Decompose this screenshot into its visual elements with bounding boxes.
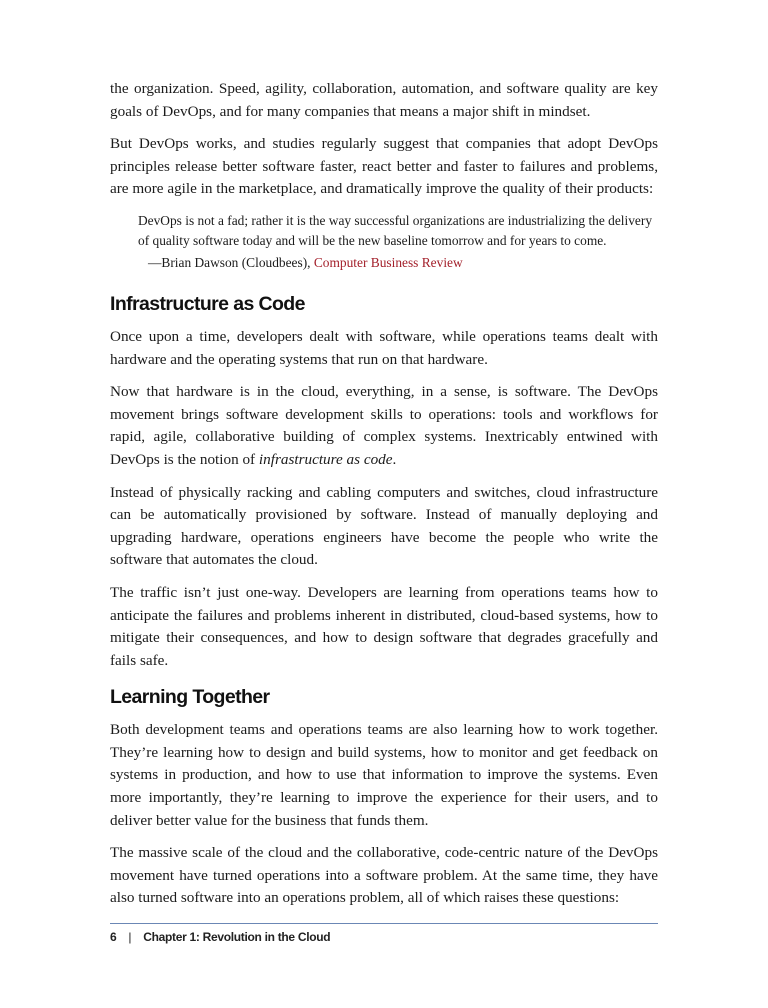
- paragraph: [110, 381, 658, 471]
- paragraph: the organization. Speed, agility, collaboration, automation, and software quality are key goals of DevOps, and for many companies that means a major shift in mindset.: [110, 80, 658, 120]
- paragraph: But DevOps works, and studies regularly suggest that companies that adopt DevOps principles release better software faster, react better and faster to failures and problems, are more agile in the marketplace, and dramatically improve the quality of their products:: [110, 135, 658, 198]
- footer-separator: |: [128, 930, 132, 944]
- paragraph: The massive scale of the cloud and the collaborative, code-centric nature of the DevOps movement have turned operations into a software problem. At the same time, they have also turned software into an operations problem, all of which raises these questions:: [110, 844, 658, 907]
- emphasized-term: infrastructure as code: [258, 450, 393, 468]
- section-heading-learning: Learning Together: [110, 686, 270, 709]
- paragraph: The traffic isn’t just one-way. Developers are learning from operations teams how to anticipate the failures and problems inherent in distributed, cloud-based systems, how to mitigate their consequences, and how to design software that degrades gracefully and fails safe.: [110, 583, 658, 669]
- blockquote: [138, 211, 658, 273]
- page-content: [110, 78, 658, 920]
- footer-rule: [110, 923, 658, 924]
- paragraph-text-end: .: [392, 450, 397, 468]
- paragraph: Both development teams and operations teams are also learning how to work together. They’re learning how to design and build systems, how to monitor and get feedback on systems in production, and how to use that information to improve the systems. Even more importantly, they’re learning to improve the experience for their users, and to deliver better value for the business that funds them.: [110, 721, 658, 829]
- quote-text: DevOps is not a fad; rather it is the way successful organizations are industrializing the delivery of quality software today and will be the new baseline tomorrow and for years to come.: [138, 212, 653, 248]
- quote-attribution: [148, 253, 658, 273]
- source-link[interactable]: Computer Business Review: [313, 254, 463, 270]
- quote-author: —Brian Dawson (Cloudbees),: [148, 254, 314, 270]
- page-number: 6: [110, 930, 117, 944]
- chapter-title: Chapter 1: Revolution in the Cloud: [143, 930, 331, 944]
- section-heading-infrastructure: Infrastructure as Code: [110, 292, 305, 315]
- paragraph: Instead of physically racking and cabling computers and switches, cloud infrastructure can be automatically provisioned by software. Instead of manually deploying and upgrading hardware, operations engineers have become the people who write the software that automates the cloud.: [110, 483, 658, 569]
- paragraph: Once upon a time, developers dealt with software, while operations teams dealt with hardware and the operating systems that run on that hardware.: [110, 327, 658, 368]
- page-footer: [110, 930, 330, 944]
- paragraph-text: Now that hardware is in the cloud, everything, in a sense, is software. The DevOps movement brings software development skills to operations: tools and workflows for rapid, agile, collaborative building of complex systems. Inextricably entwined with DevOps is the notion of: [110, 383, 658, 468]
